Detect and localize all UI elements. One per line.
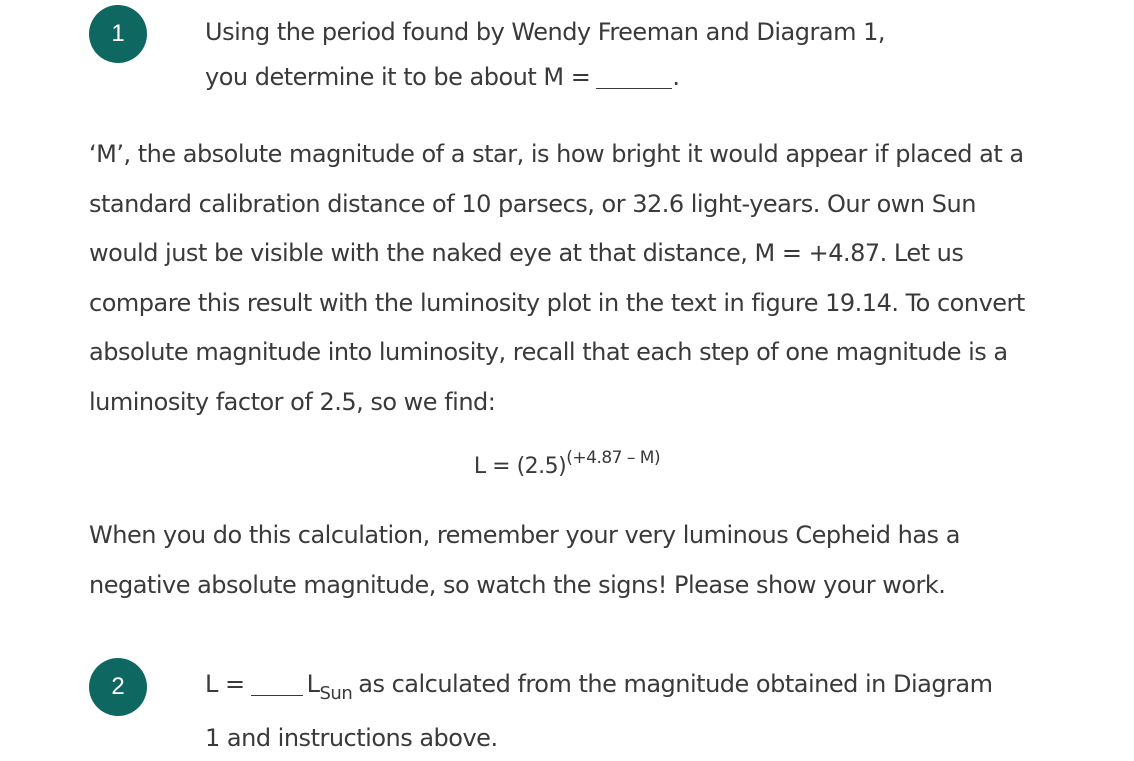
question-1-line-1: Using the period found by Wendy Freeman and Diagram 1, — [205, 18, 885, 46]
question-2 — [205, 662, 993, 761]
calculation-instructions-paragraph: When you do this calculation, remember your very luminous Cepheid has a negative absolute magnitude, so watch the signs! Please show your work. — [89, 521, 960, 599]
question-2-prefix: L = — [205, 670, 245, 698]
step-number-badge-2 — [89, 658, 147, 716]
question-1-line-2-prefix: you determine it to be about M = — [205, 63, 591, 91]
question-2-line-1 — [205, 662, 993, 716]
question-1 — [205, 10, 885, 100]
luminosity-formula — [0, 448, 1134, 479]
luminosity-answer-blank — [251, 671, 303, 696]
step-number-badge-1 — [89, 5, 147, 63]
formula-exponent: (+4.87 – M) — [566, 448, 661, 468]
question-2-line-1-rest: as calculated from the magnitude obtained in Diagram — [358, 670, 993, 698]
step-number-2: 2 — [111, 673, 125, 700]
magnitude-answer-blank — [596, 64, 672, 89]
question-2-line-2: 1 and instructions above. — [205, 724, 498, 752]
solar-luminosity-subscript: Sun — [319, 683, 353, 704]
step-number-1: 1 — [111, 20, 125, 47]
solar-luminosity-unit: L — [306, 670, 320, 698]
question-1-line-2 — [205, 55, 885, 100]
absolute-magnitude-paragraph: ‘M’, the absolute magnitude of a star, is how bright it would appear if placed at a standard calibration distance of 10 parsecs, or 32.6 light-years. Our own Sun would just be visible with the naked eye at that distance, M = +4.87. Let us compare this result with the luminosity plot in the text in figure 19.14. To convert absolute magnitude into luminosity, recall that each step of one magnitude is a luminosity factor of 2.5, so we find: — [89, 140, 1025, 416]
question-1-line-2-suffix: . — [672, 63, 680, 91]
formula-base: L = (2.5) — [473, 454, 567, 479]
